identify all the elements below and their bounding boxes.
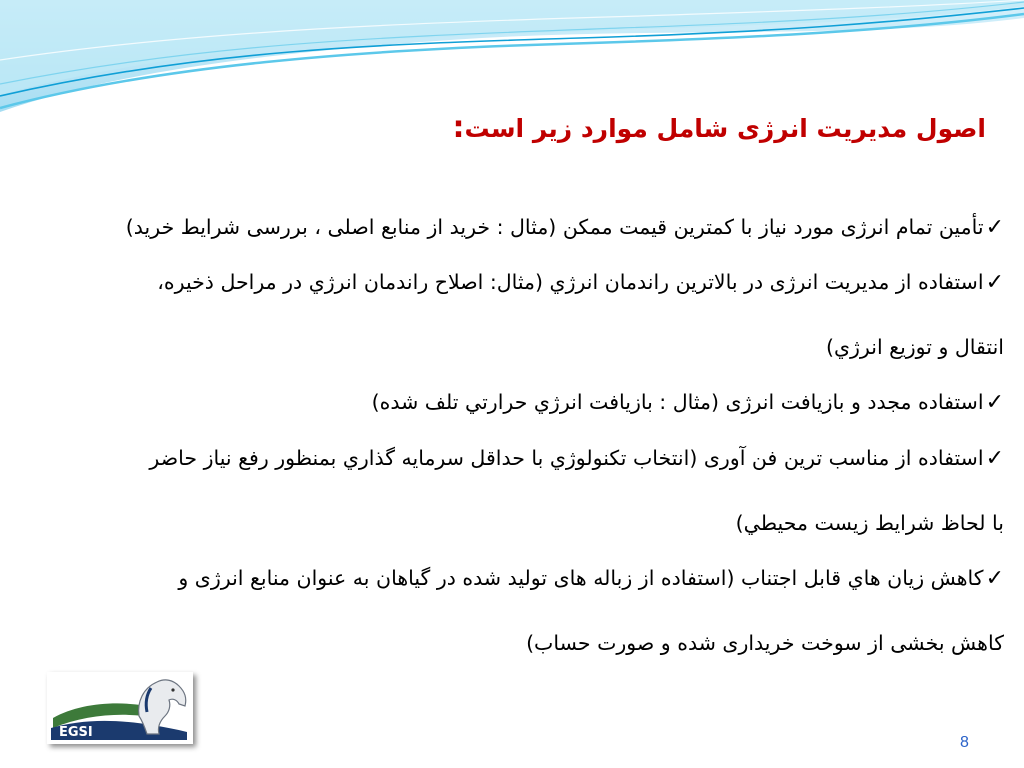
checkmark-icon: ✓ bbox=[985, 566, 1004, 591]
continuation-text: کاهش بخشی از سوخت خریداری شده و صورت حساب) bbox=[526, 631, 1004, 655]
checkmark-icon: ✓ bbox=[985, 270, 1004, 295]
bullet-continuation bbox=[20, 332, 1004, 362]
bullet-item bbox=[20, 443, 1004, 473]
bullet-item bbox=[20, 212, 1004, 242]
bullet-text: استفاده از مناسب ترین فن آوری (انتخاب تکنولوژي با حداقل سرمایه گذاري بمنظور رفع نیاز حاضر bbox=[149, 446, 984, 470]
bullet-list bbox=[20, 212, 1004, 658]
bullet-continuation bbox=[20, 508, 1004, 538]
page-number: 8 bbox=[960, 734, 969, 751]
logo-text: EGSI bbox=[59, 725, 93, 740]
checkmark-icon: ✓ bbox=[985, 215, 1004, 240]
egsi-logo bbox=[47, 672, 193, 744]
bullet-text: استفاده از مدیریت انرژی در بالاترین راندمان انرژي (مثال: اصلاح راندمان انرژي در مراحل ذخیره، bbox=[157, 270, 984, 294]
continuation-text: با لحاظ شرایط زیست محیطي) bbox=[735, 511, 1004, 535]
checkmark-icon: ✓ bbox=[985, 390, 1004, 415]
bullet-item bbox=[20, 563, 1004, 593]
checkmark-icon: ✓ bbox=[985, 446, 1004, 471]
bullet-item bbox=[20, 267, 1004, 297]
continuation-text: انتقال و توزیع انرژي) bbox=[825, 335, 1004, 359]
egsi-logo-graphic bbox=[47, 672, 193, 744]
bullet-continuation bbox=[20, 628, 1004, 658]
slide-title bbox=[286, 108, 986, 149]
title-text: اصول مدیریت انرژی شامل موارد زیر است bbox=[464, 114, 986, 143]
bullet-item bbox=[20, 387, 1004, 417]
bullet-text: کاهش زیان هاي قابل اجتناب (استفاده از زباله های تولید شده در گیاهان به عنوان منابع انرژی و bbox=[178, 566, 984, 590]
title-colon: : bbox=[452, 110, 465, 145]
bullet-text: استفاده مجدد و بازیافت انرژی (مثال : بازیافت انرژي حرارتي تلف شده) bbox=[371, 390, 984, 414]
bullet-text: تأمین تمام انرژی مورد نیاز با کمترین قیمت ممکن (مثال : خرید از منابع اصلی ، بررسی شرایط خرید) bbox=[125, 215, 984, 239]
